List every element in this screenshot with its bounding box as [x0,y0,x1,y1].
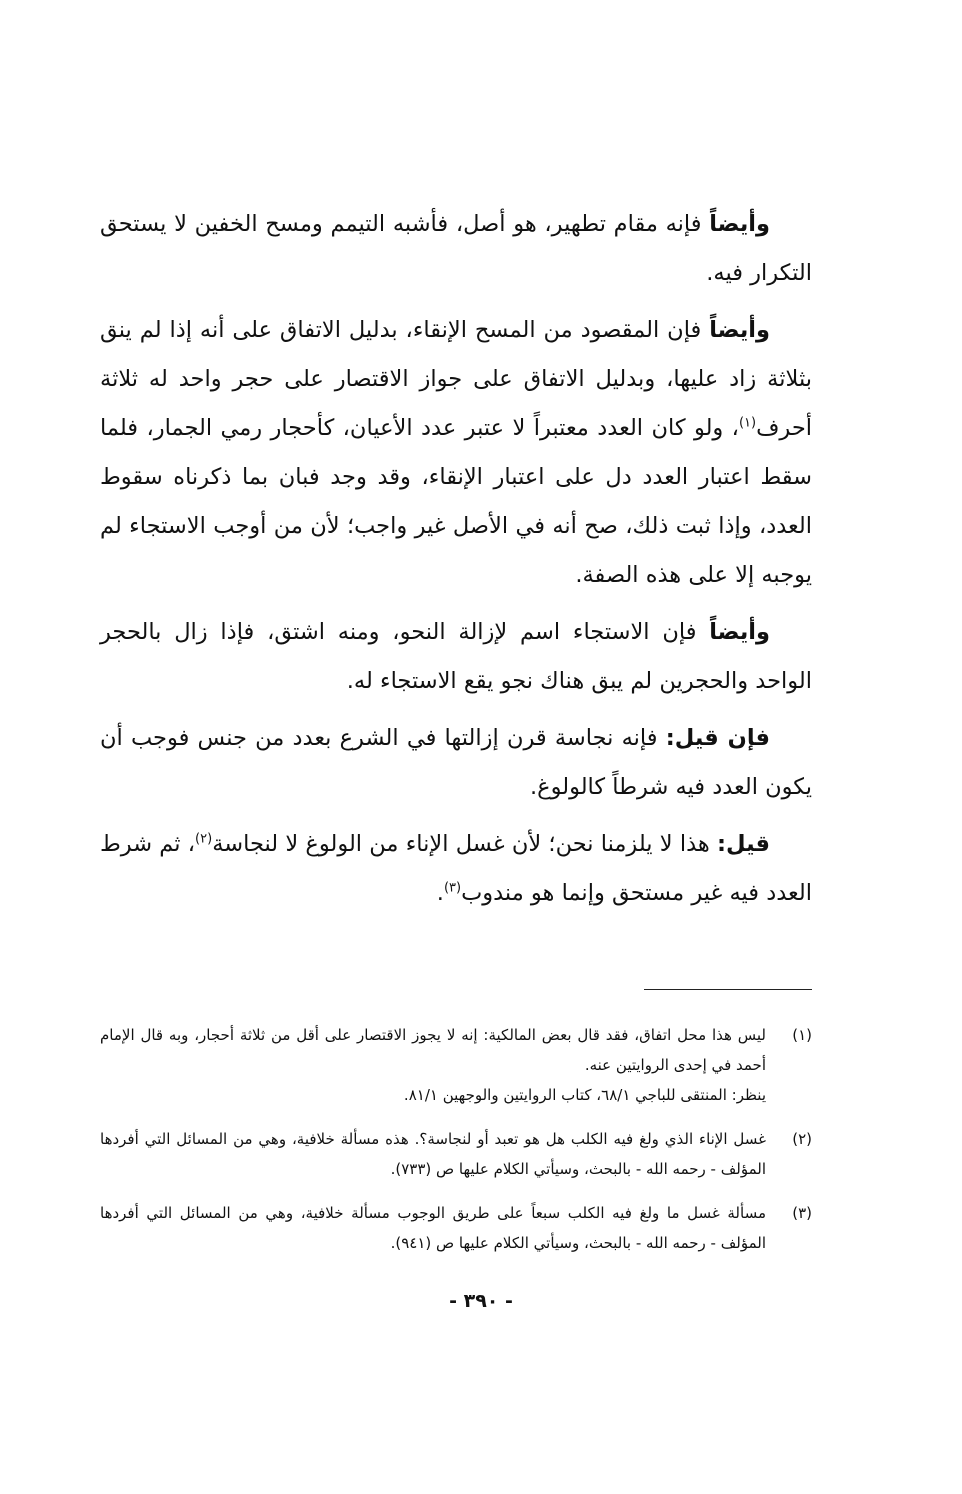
paragraph [100,306,812,600]
footnote-number: (٣) [792,1204,812,1222]
footnote [100,1198,812,1258]
footnote-divider [644,989,812,990]
paragraph-text: فإن الاستجاء اسم لإزالة النحو، ومنه اشتق، فإذا زال بالحجر الواحد والحجرين لم يبق هناك نجو يقع الاستجاء له. [100,619,812,694]
footnote-line: ينظر: المنتقى للباجي ٦٨/١، كتاب الروايتين والوجهين ٨١/١. [403,1086,766,1104]
paragraph-text: . [436,880,444,906]
footnote-ref[interactable]: (٣) [443,880,462,896]
footnote-number: (٢) [792,1130,812,1148]
paragraph-lead: وأيضاً [709,619,770,645]
paragraph-text: فإنه نجاسة قرن إزالتها في الشرع بعدد من جنس فوجب أن يكون العدد فيه شرطاً كالولوغ. [100,725,812,800]
paragraph-text: ، ثم شرط العدد فيه غير مستحق وإنما هو مندوب [100,831,812,906]
paragraph-lead: وأيضاً [709,317,770,343]
footnotes [100,1020,812,1272]
paragraph [100,820,812,918]
footnote-ref[interactable]: (٢) [195,831,213,847]
footnote-ref[interactable]: (١) [738,415,757,431]
paragraph-text: فإنه مقام تطهير، هو أصل، فأشبه التيمم ومسح الخفين لا يستحق التكرار فيه. [100,211,812,286]
footnote-line: ليس هذا محل اتفاق، فقد قال بعض المالكية: إنه لا يجوز الاقتصار على أقل من ثلاثة أحجار، وبه قال الإمام أحمد في إحدى الروايتين عنه. [100,1026,766,1074]
footnote-line: غسل الإناء الذي ولغ فيه الكلب هل هو تعبد أو لنجاسة؟. هذه مسألة خلافية، وهي من المسائل التي أفردها المؤلف - رحمه الله - بالبحث، وسيأتي الكلام عليها ص (٧٣٣). [100,1130,766,1178]
paragraph-text: ، ولو كان العدد معتبراً لا عتبر عدد الأعيان، كأحجار رمي الجمار، فلما سقط اعتبار العدد دل على اعتبار الإنقاء، وقد وجد فبان بما ذكرناه سقوط العدد، وإذا ثبت ذلك، صح أنه في الأصل غير واجب؛ لأن من أوجب الاستجاء لم يوجبه إلا على هذه الصفة. [100,415,812,588]
paragraph-text: هذا لا يلزمنا نحن؛ لأن غسل الإناء من الولوغ لا لنجاسة [212,831,717,857]
paragraph [100,608,812,706]
paragraph [100,200,812,298]
footnote-line: مسألة غسل ما ولغ فيه الكلب سبعاً على طريق الوجوب مسألة خلافية، وهي من المسائل التي أفردها المؤلف - رحمه الله - بالبحث، وسيأتي الكلام عليها ص (٩٤١). [100,1204,766,1252]
footnote [100,1020,812,1110]
main-text [100,200,812,926]
paragraph [100,714,812,812]
footnote-number: (١) [792,1026,812,1044]
paragraph-text: فإن المقصود من المسح الإنقاء، بدليل الاتفاق على أنه إذا لم ينق بثلاثة زاد عليها، وبدليل الاتفاق على جواز الاقتصار على حجر واحد له ثلاثة أحرف [100,317,812,441]
paragraph-lead: فإن قيل: [665,725,771,751]
page-number: - ٣٩٠ - [449,1290,513,1312]
paragraph-lead: وأيضاً [709,211,770,237]
paragraph-lead: قيل: [717,831,770,857]
footnote [100,1124,812,1184]
